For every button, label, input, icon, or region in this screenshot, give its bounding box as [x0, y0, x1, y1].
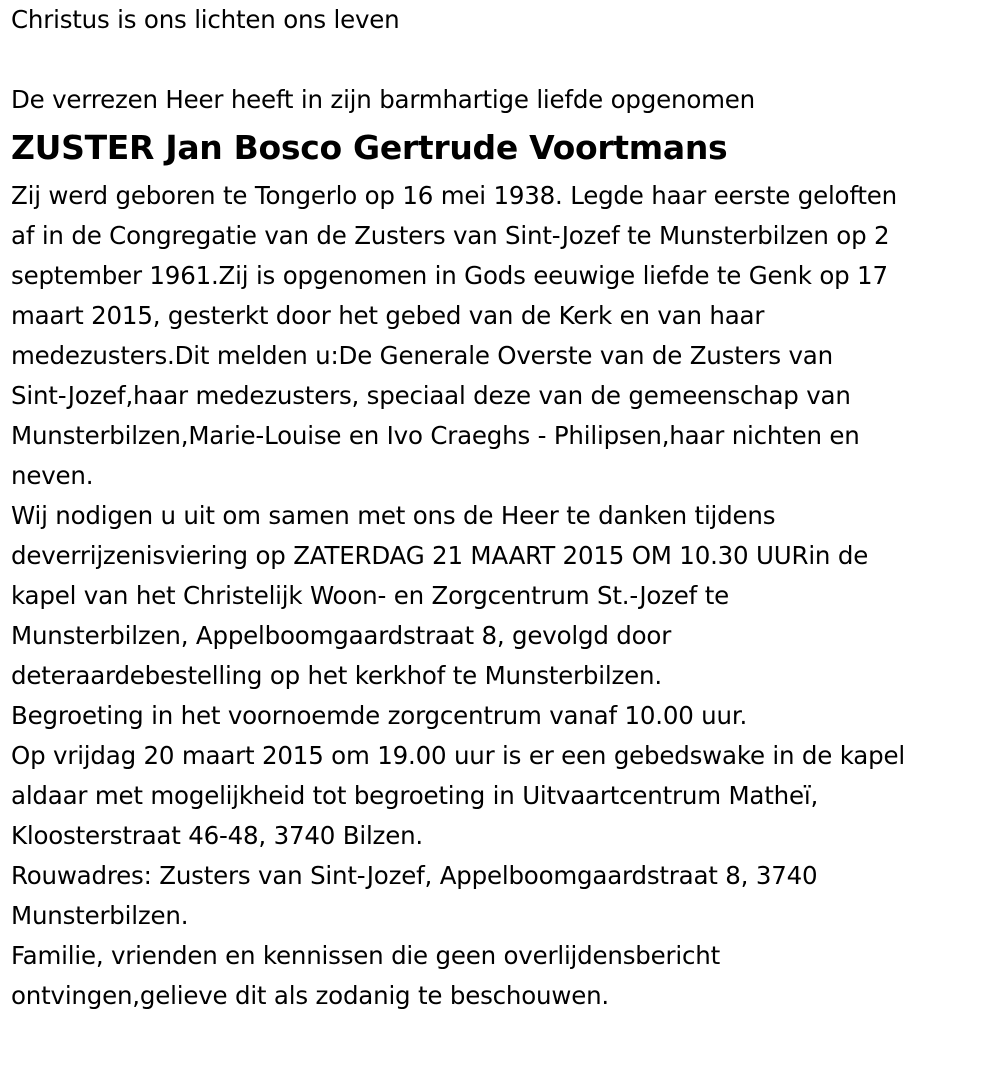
motto-line: Christus is ons lichten ons leven [11, 5, 400, 34]
body-line: deverrijzenisviering op ZATERDAG 21 MAART 2015 OM 10.30 UURin de [11, 541, 869, 570]
body-line: Begroeting in het voornoemde zorgcentrum vanaf 10.00 uur. [11, 701, 748, 730]
body-line: aldaar met mogelijkheid tot begroeting in Uitvaartcentrum Matheï, [11, 781, 819, 810]
body-line: Kloosterstraat 46-48, 3740 Bilzen. [11, 821, 424, 850]
body-line: maart 2015, gesterkt door het gebed van de Kerk en van haar [11, 301, 765, 330]
body-line: kapel van het Christelijk Woon- en Zorgcentrum St.-Jozef te [11, 581, 729, 610]
body-line: ontvingen,gelieve dit als zodanig te beschouwen. [11, 981, 609, 1010]
body-line: Munsterbilzen, Appelboomgaardstraat 8, gevolgd door [11, 621, 672, 650]
body-line: neven. [11, 461, 94, 490]
obituary-body [11, 176, 995, 1016]
obituary-document [11, 0, 995, 1016]
body-line: september 1961.Zij is opgenomen in Gods eeuwige liefde te Genk op 17 [11, 261, 888, 290]
body-line: Sint-Jozef,haar medezusters, speciaal deze van de gemeenschap van [11, 381, 851, 410]
body-line: Op vrijdag 20 maart 2015 om 19.00 uur is er een gebedswake in de kapel [11, 741, 905, 770]
body-line: Rouwadres: Zusters van Sint-Jozef, Appelboomgaardstraat 8, 3740 [11, 861, 818, 890]
body-line: deteraardebestelling op het kerkhof te Munsterbilzen. [11, 661, 662, 690]
body-line: Munsterbilzen. [11, 901, 189, 930]
name-heading-wrap [11, 126, 995, 170]
body-line: medezusters.Dit melden u:De Generale Overste van de Zusters van [11, 341, 833, 370]
intro-line: De verrezen Heer heeft in zijn barmhartige liefde opgenomen [11, 85, 755, 114]
body-line: Wij nodigen u uit om samen met ons de Heer te danken tijdens [11, 501, 776, 530]
body-line: Munsterbilzen,Marie-Louise en Ivo Craeghs - Philipsen,haar nichten en [11, 421, 860, 450]
spacer [11, 40, 995, 80]
deceased-name-heading: ZUSTER Jan Bosco Gertrude Voortmans [11, 128, 728, 167]
body-line: af in de Congregatie van de Zusters van Sint-Jozef te Munsterbilzen op 2 [11, 221, 890, 250]
body-line: Familie, vrienden en kennissen die geen overlijdensbericht [11, 941, 720, 970]
body-line: Zij werd geboren te Tongerlo op 16 mei 1938. Legde haar eerste geloften [11, 181, 897, 210]
